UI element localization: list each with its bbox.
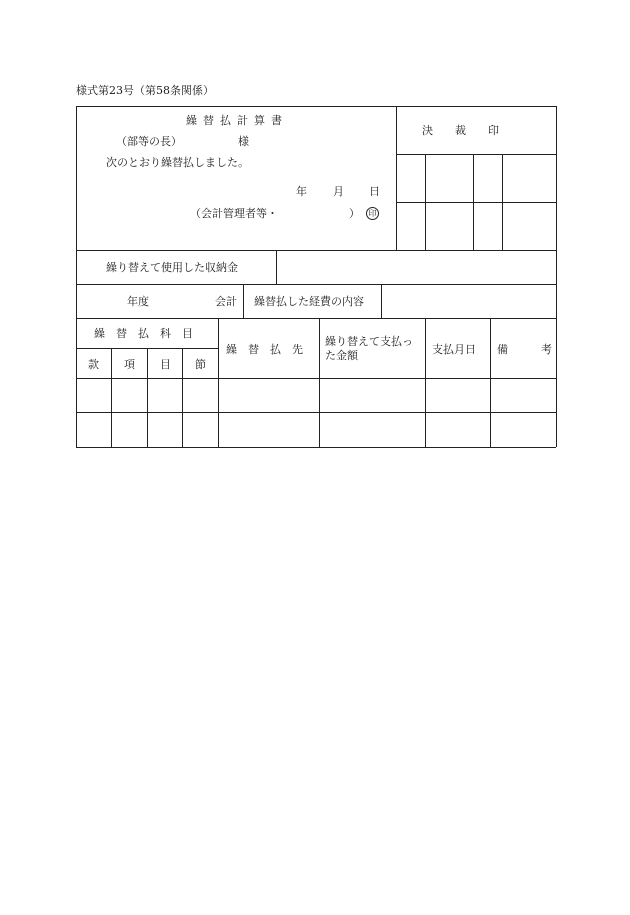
date-month: 月: [333, 185, 344, 198]
account-label: 会計: [215, 295, 237, 308]
statement-text: 次のとおり繰替払しました。: [106, 156, 249, 169]
subcol-moku: 目: [160, 358, 171, 371]
subject-header: 繰 替 払 科 目: [94, 327, 193, 340]
income-label: 繰り替えて使用した収納金: [106, 261, 238, 274]
addressee-honorific: 様: [238, 135, 249, 148]
remarks-header: 備 考: [497, 343, 552, 356]
addressee-label: （部等の長）: [116, 135, 182, 148]
subcol-kan: 款: [88, 358, 99, 371]
form-label: 様式第23号（第58条関係）: [76, 84, 214, 97]
payee-header: 繰 替 払 先: [226, 343, 303, 356]
subcol-kou: 項: [124, 358, 135, 371]
signer-label: （会計管理者等・: [190, 207, 278, 220]
approval-label: 決 裁 印: [422, 124, 499, 137]
subcol-setsu: 節: [195, 358, 206, 371]
pay-date-header: 支払月日: [432, 343, 476, 356]
document-title: 繰替払計算書: [186, 114, 288, 127]
fiscal-year-label: 年度: [127, 295, 149, 308]
amount-header: 繰り替えて支払った金額: [325, 335, 413, 362]
expense-content-label: 繰替払した経費の内容: [254, 295, 364, 308]
date-year: 年: [296, 185, 307, 198]
date-day: 日: [369, 185, 380, 198]
signer-close: ）: [349, 207, 360, 220]
seal-mark: 印: [366, 207, 379, 220]
